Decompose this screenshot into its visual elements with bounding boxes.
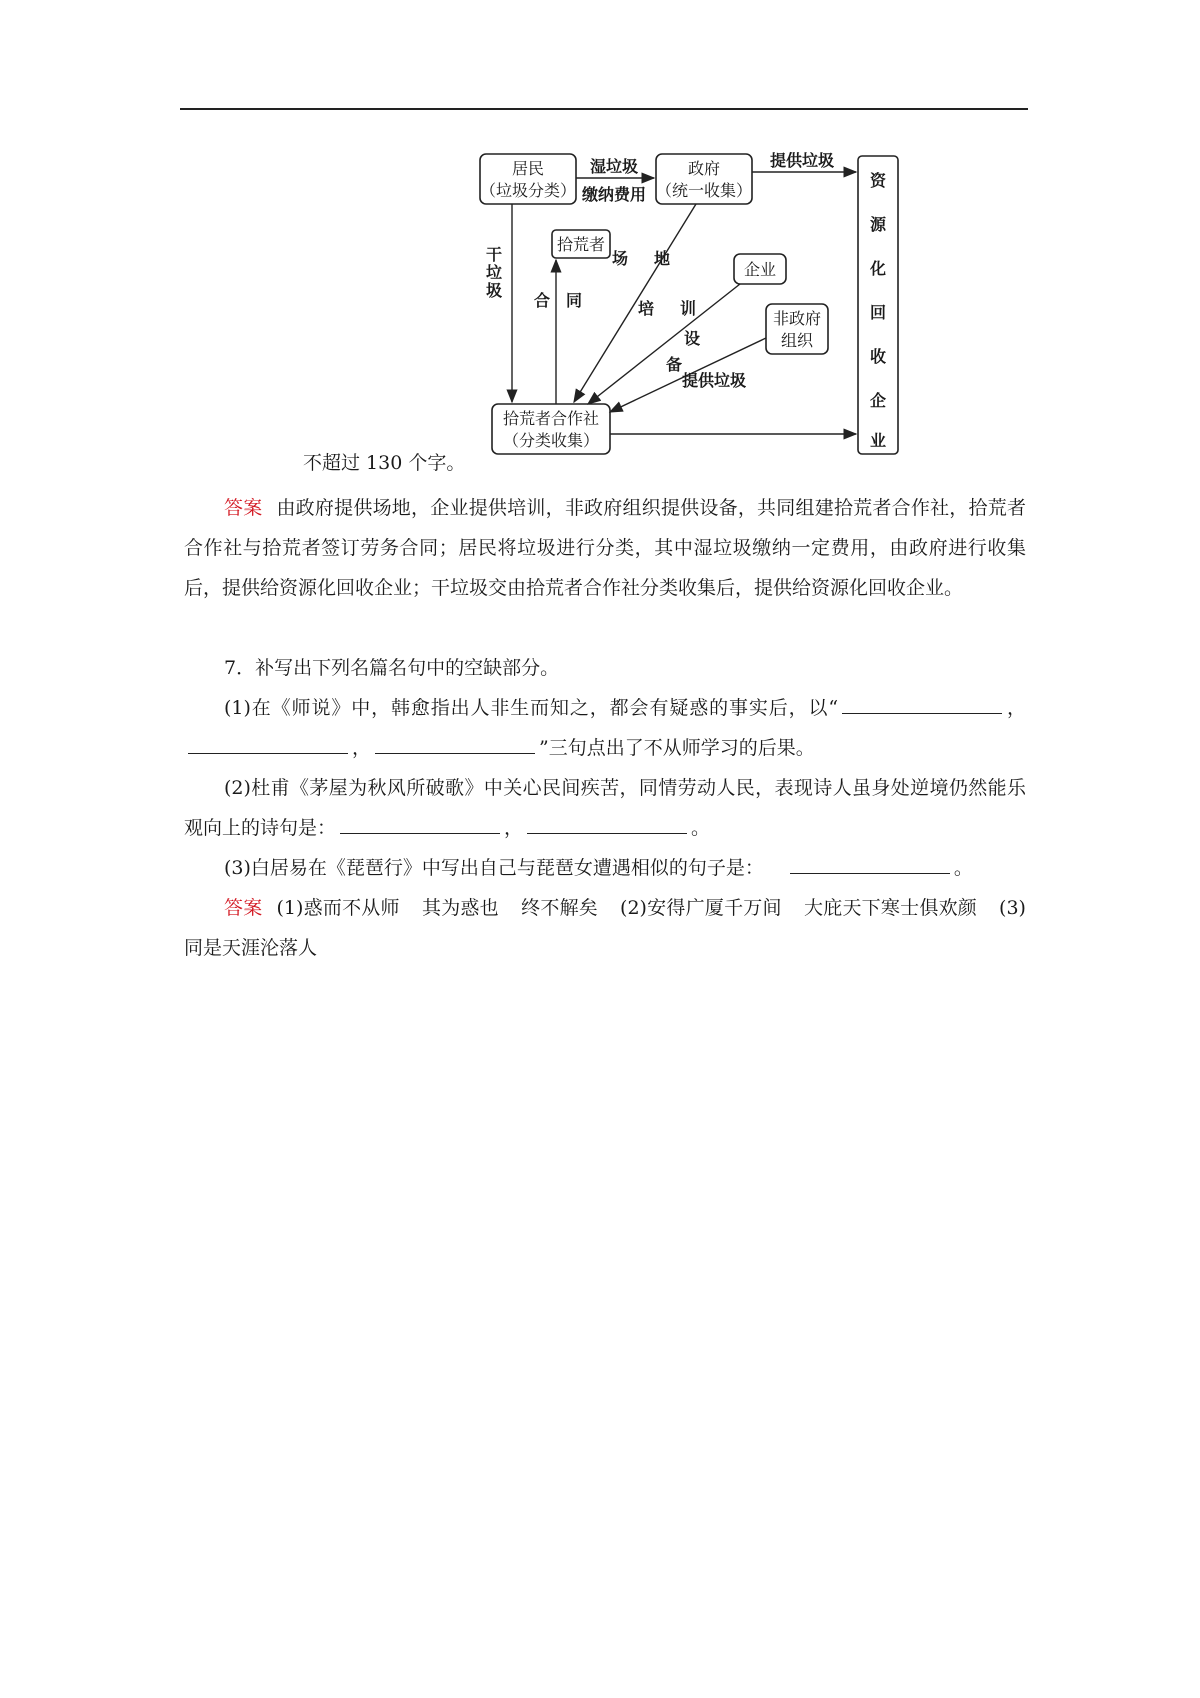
answer-text-1: 由政府提供场地，企业提供培训，非政府组织提供设备，共同组建拾荒者合作社，拾荒者合作社与拾荒者签订劳务合同；居民将垃圾进行分类，其中湿垃圾缴纳一定费用，由政府进行收集后，提供给资源化回收企业；干垃圾交由拾荒者合作社分类收集后，提供给资源化回收企业。 [184, 497, 1026, 599]
label-contract-1: 合 [533, 291, 551, 310]
q7-2-end: 。 [691, 817, 711, 839]
answer-paragraph-1 [184, 488, 1026, 608]
blank-field[interactable] [842, 691, 1002, 714]
recycling-enterprise-char-5: 收 [869, 347, 887, 366]
blank-field[interactable] [340, 811, 500, 834]
blank-field[interactable] [527, 811, 687, 834]
label-dry-garbage-1: 干 [485, 245, 503, 264]
enterprise-label: 企业 [743, 260, 777, 279]
label-training-2: 训 [679, 299, 697, 318]
question-7-title: 7．补写出下列名篇名句中的空缺部分。 [224, 657, 560, 679]
answer-paragraph-2 [184, 888, 1026, 968]
ngo-label-2: 组织 [780, 331, 814, 350]
label-wet-garbage: 湿垃圾 [589, 157, 639, 176]
answer-2-item-6: (3)同是天涯沦落人 [184, 897, 1026, 959]
label-pay-fee: 缴纳费用 [581, 185, 647, 204]
header-rule [180, 108, 1028, 110]
q7-2-separator: ， [504, 817, 524, 839]
label-site-1: 场 [611, 249, 629, 268]
blank-field[interactable] [790, 851, 950, 874]
question-7-part-2 [184, 768, 1026, 848]
government-label-1: 政府 [687, 159, 721, 178]
label-training-1: 培 [637, 299, 655, 318]
resident-label-2: （垃圾分类） [479, 181, 577, 200]
q7-3-text: (3)白居易在《琵琶行》中写出自己与琵琶女遭遇相似的句子是： [224, 857, 764, 879]
government-label-2: （统一收集） [655, 181, 753, 200]
ngo-label-1: 非政府 [772, 309, 822, 328]
picker-label: 拾荒者 [556, 235, 606, 254]
label-equipment-1: 设 [683, 329, 701, 348]
cooperative-label-2: （分类收集） [502, 431, 600, 450]
q7-1-separator: ， [1006, 697, 1026, 719]
label-dry-garbage-3: 圾 [485, 281, 503, 300]
cooperative-label-1: 拾荒者合作社 [502, 409, 600, 428]
answer-2-item-4: (2)安得广厦千万间 [620, 897, 782, 919]
answer-2-item-2: 其为惑也 [421, 897, 499, 919]
label-supply-garbage-top: 提供垃圾 [769, 151, 835, 170]
q7-1-separator: ， [352, 737, 372, 759]
answer-label: 答案 [224, 897, 263, 919]
q7-1-text-a: (1)在《师说》中，韩愈指出人非生而知之，都会有疑惑的事实后，以“ [224, 697, 839, 719]
answer-2-item-1: (1)惑而不从师 [276, 897, 400, 919]
recycling-enterprise-char-6: 企 [869, 391, 887, 410]
question-7-part-3 [224, 848, 1024, 888]
q7-2-text: (2)杜甫《茅屋为秋风所破歌》中关心民间疾苦，同情劳动人民，表现诗人虽身处逆境仍然能乐观向上的诗句是： [184, 777, 1026, 839]
recycling-enterprise-char-2: 源 [869, 215, 887, 234]
recycling-flow-diagram [470, 150, 940, 460]
recycling-enterprise-char-4: 回 [869, 303, 887, 322]
answer-label: 答案 [224, 497, 263, 519]
word-limit-text: 不超过 130 个字。 [303, 452, 466, 474]
recycling-enterprise-char-3: 化 [869, 259, 887, 278]
label-dry-garbage-2: 垃 [485, 263, 503, 282]
answer-2-item-3: 终不解矣 [520, 897, 599, 919]
label-equipment-2: 备 [665, 355, 683, 374]
q7-3-end: 。 [953, 857, 973, 879]
q7-1-text-b: ”三句点出了不从师学习的后果。 [539, 737, 815, 759]
label-contract-2: 同 [565, 291, 583, 310]
label-supply-garbage-bottom: 提供垃圾 [681, 371, 747, 390]
answer-2-item-5: 大庇天下寒士俱欢颜 [803, 897, 978, 919]
resident-label-1: 居民 [511, 159, 545, 178]
recycling-enterprise-char-7: 业 [869, 431, 887, 450]
label-site-2: 地 [653, 249, 671, 268]
recycling-enterprise-char-1: 资 [869, 171, 887, 190]
question-7-part-1 [184, 688, 1026, 768]
blank-field[interactable] [375, 731, 535, 754]
blank-field[interactable] [188, 731, 348, 754]
